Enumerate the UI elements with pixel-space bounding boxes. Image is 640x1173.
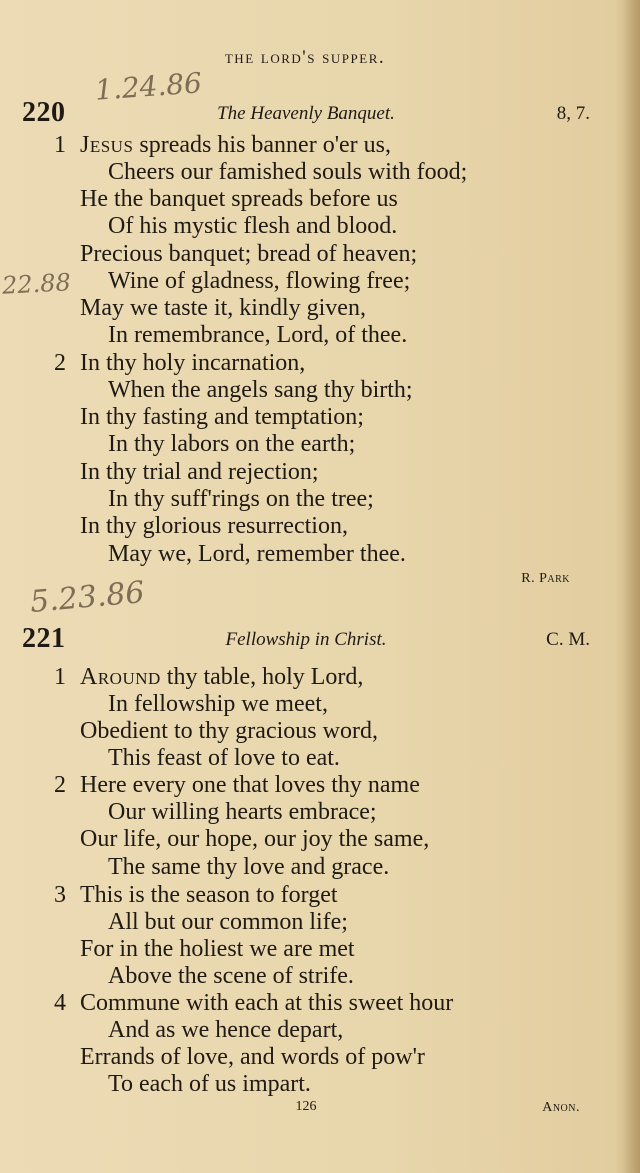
hymn-line: Commune with each at this sweet hour [80, 990, 454, 1016]
hymn-line: In fellowship we meet, [108, 691, 328, 717]
hymn-line: When the angels sang thy birth; [108, 377, 413, 403]
hymn-number: 220 [22, 97, 66, 128]
hymn-line: And as we hence depart, [108, 1017, 344, 1043]
hymn-line: Above the scene of strife. [108, 963, 354, 989]
handwritten-note-2: 22.88 [1, 268, 72, 300]
hymn-line: Our life, our hope, our joy the same, [80, 826, 430, 852]
hymn-line: Here every one that loves thy name [80, 772, 420, 798]
hymn-line: Obedient to thy gracious word, [80, 718, 378, 744]
hymn-line: Of his mystic flesh and blood. [108, 213, 398, 239]
hymn-line: In thy glorious resurrection, [80, 513, 348, 539]
hymn-number: 221 [22, 623, 66, 654]
verse-number: 1 [54, 132, 66, 158]
hymn-line: In thy suff'rings on the tree; [108, 486, 374, 512]
hymn-meter: 8, 7. [556, 103, 590, 124]
page-number: 126 [295, 1099, 317, 1114]
hymn-meter: C. M. [546, 629, 590, 650]
first-word: Around [80, 664, 161, 690]
hymn-221-header [22, 623, 590, 653]
hymn-line: Our willing hearts embrace; [108, 799, 377, 825]
hymn-line: Precious banquet; bread of heaven; [80, 241, 418, 267]
hymn-line: In thy fasting and temptation; [80, 404, 364, 430]
hymn-line: This is the season to forget [80, 882, 338, 908]
hymn-line: Errands of love, and words of pow'r [80, 1044, 425, 1070]
first-word: Jesus [80, 132, 134, 158]
hymn-line: In thy holy incarnation, [80, 350, 306, 376]
first-line-rest: spreads his banner o'er us, [133, 132, 392, 158]
hymn-title: Fellowship in Christ. [225, 629, 387, 650]
verse-number: 1 [54, 664, 66, 690]
verse-number: 2 [54, 772, 66, 798]
hymn-line: May we taste it, kindly given, [80, 295, 366, 321]
first-line-rest: thy table, holy Lord, [160, 664, 364, 690]
verse-number: 2 [54, 350, 66, 376]
verse-number: 3 [54, 882, 66, 908]
hymn-line: For in the holiest we are met [80, 936, 355, 962]
hymn-line: May we, Lord, remember thee. [108, 541, 406, 567]
hymn-author: Anon. [542, 1100, 580, 1115]
hymn-220-header [22, 97, 590, 127]
handwritten-note-1: 1.24.86 [93, 66, 203, 107]
hymn-line: He the banquet spreads before us [80, 186, 398, 212]
verse-number: 4 [54, 990, 66, 1016]
hymn-title: The Heavenly Banquet. [217, 103, 395, 124]
hymn-line: In remembrance, Lord, of thee. [108, 322, 408, 348]
hymn-line: In thy labors on the earth; [108, 431, 356, 457]
hymn-line [80, 664, 363, 691]
hymn-line: Cheers our famished souls with food; [108, 159, 468, 185]
hymn-line: To each of us impart. [108, 1071, 311, 1097]
running-head: the lord's supper. [224, 47, 386, 68]
hymn-line [80, 132, 391, 159]
hymn-line: Wine of gladness, flowing free; [108, 268, 411, 294]
hymn-author: R. Park [521, 571, 570, 586]
hymn-line: This feast of love to eat. [108, 745, 340, 771]
hymn-line: All but our common life; [108, 909, 348, 935]
handwritten-note-3: 5.23.86 [28, 575, 146, 620]
page-edge-shadow [622, 0, 640, 1173]
hymn-line: The same thy love and grace. [108, 854, 390, 880]
hymn-line: In thy trial and rejection; [80, 459, 319, 485]
